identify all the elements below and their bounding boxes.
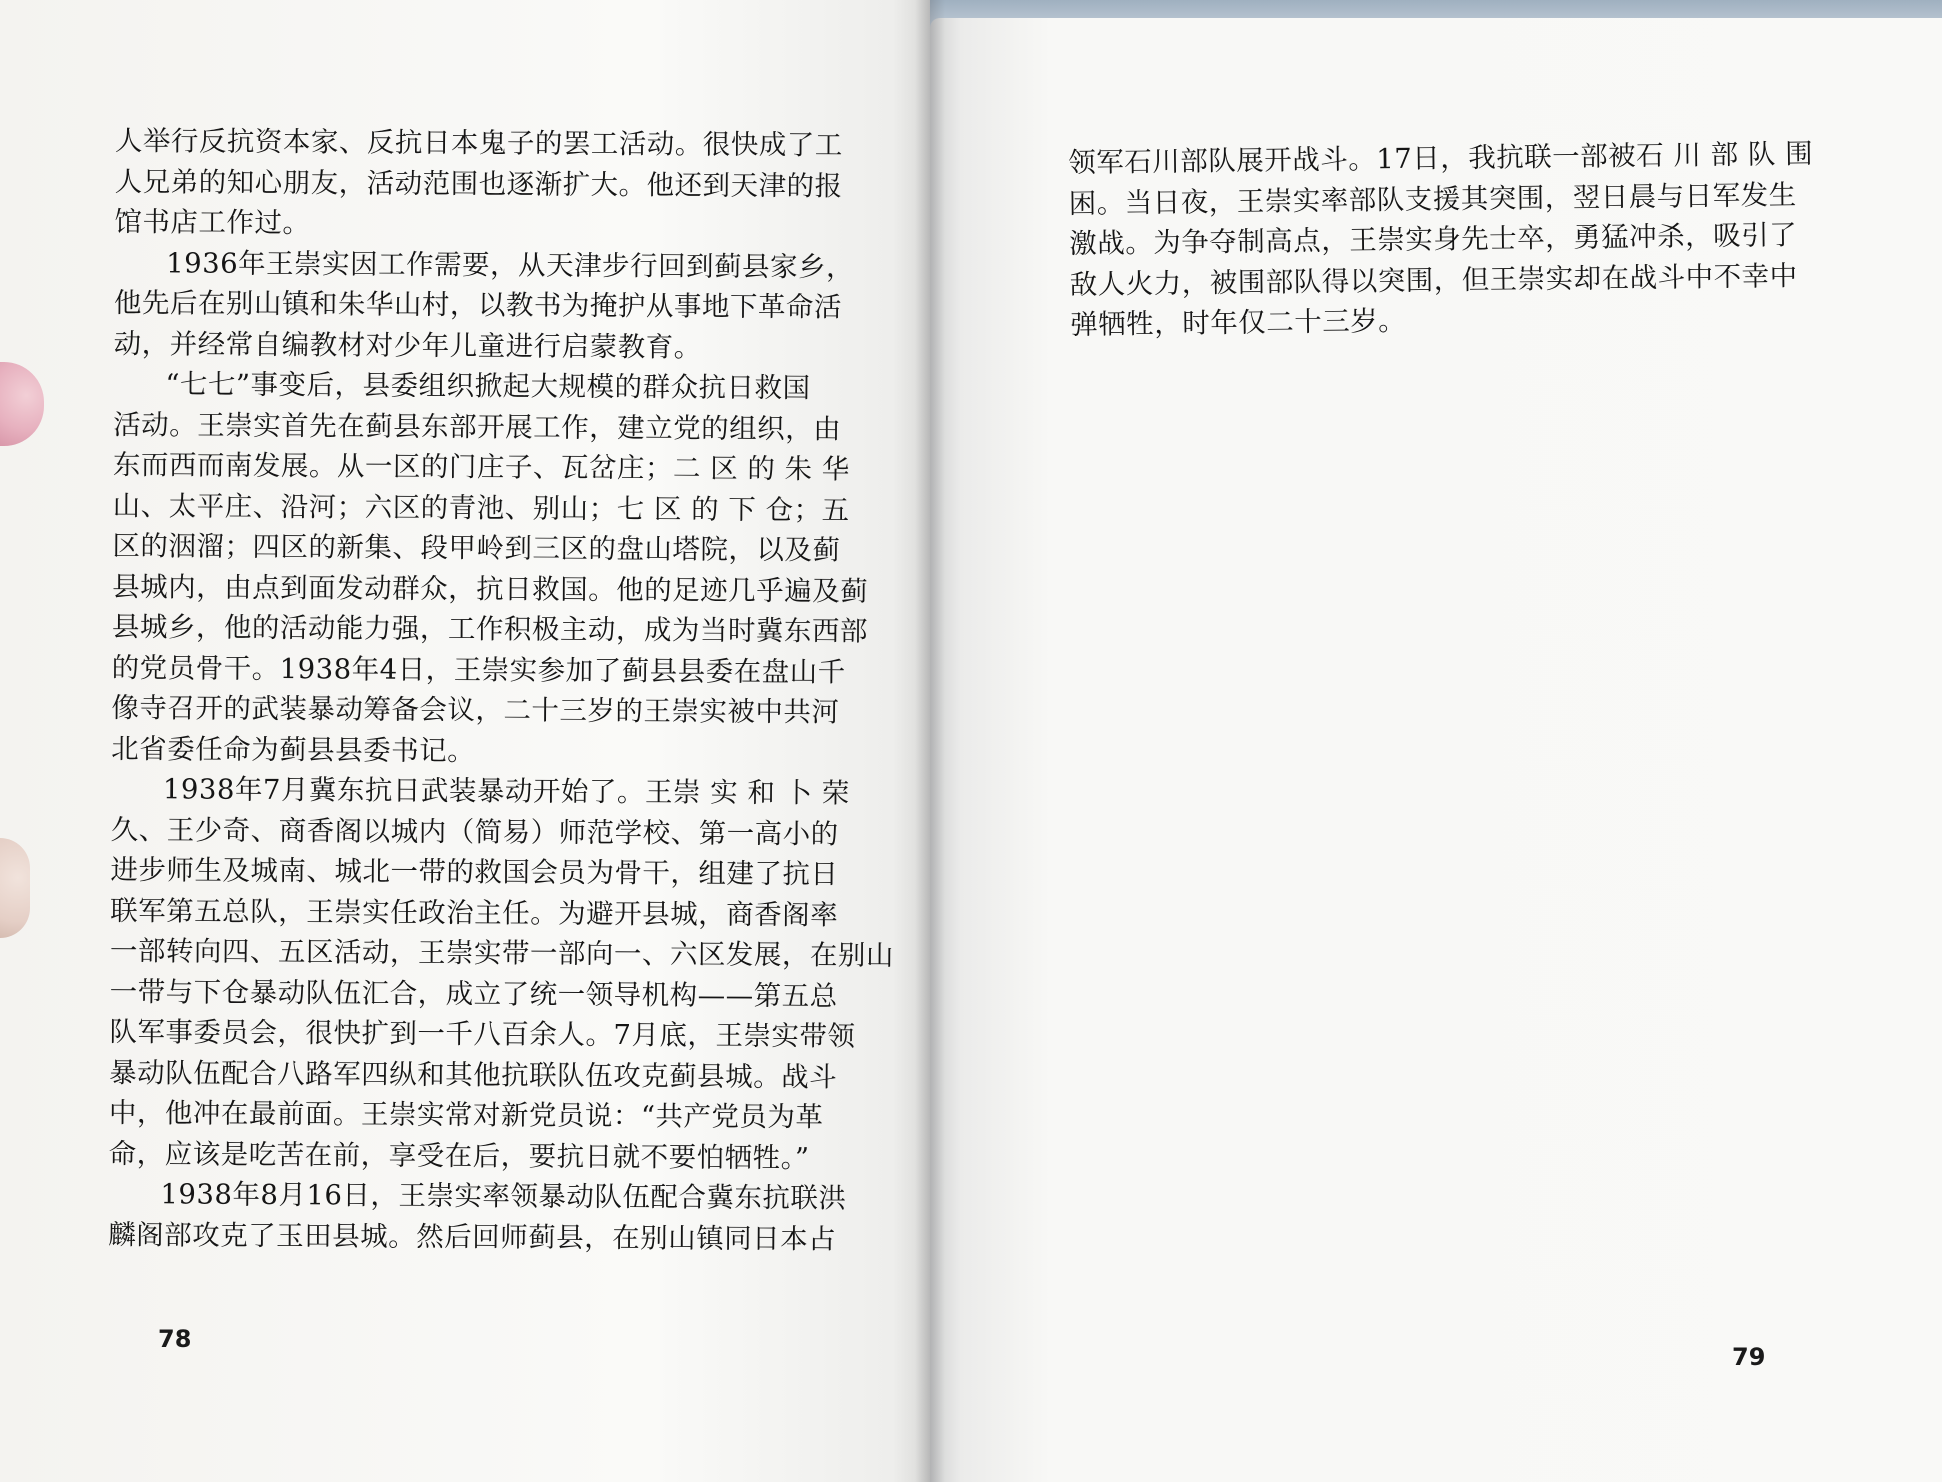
text-line: 领军石川部队展开战斗。17日，我抗联一部被石 川 部 队 围	[1068, 137, 1814, 179]
left-page-number: 78	[158, 1325, 192, 1353]
book-spine	[915, 0, 945, 1482]
text-line: 一带与下仓暴动队伍汇合，成立了统一领导机构——第五总	[109, 975, 838, 1012]
text-line: 县城乡，他的活动能力强，工作积极主动，成为当时冀东西部	[111, 610, 868, 648]
right-page-body	[1068, 134, 1830, 346]
text-line: 的党员骨干。1938年4日，王崇实参加了蓟县县委在盘山千	[111, 651, 846, 688]
text-line: 1938年7月冀东抗日武装暴动开始了。王崇 实 和 卜 荣	[162, 773, 850, 810]
text-line: 联军第五总队，王崇实任政治主任。为避开县城，商香阁率	[110, 894, 839, 931]
text-line: “七七”事变后，县委组织掀起大规模的群众抗日救国	[165, 368, 811, 405]
text-line: 命，应该是吃苦在前，享受在后，要抗日就不要怕牺牲。”	[108, 1137, 810, 1174]
text-line: 馆书店工作过。	[114, 205, 311, 240]
text-line: 北省委任命为蓟县县委书记。	[111, 732, 476, 767]
text-line: 激战。为争夺制高点，王崇实身先士卒，勇猛冲杀，吸引了	[1069, 219, 1798, 260]
text-line: 区的洇溜；四区的新集、段甲岭到三区的盘山塔院，以及蓟	[112, 529, 841, 567]
text-line: 麟阁部攻克了玉田县城。然后回师蓟县，在别山镇同日本占	[108, 1218, 837, 1255]
right-page-number: 79	[1732, 1343, 1766, 1371]
text-line: 敌人火力，被围部队得以突围，但王崇实却在战斗中不幸中	[1069, 259, 1798, 301]
text-line: 人兄弟的知心朋友，活动范围也逐渐扩大。他还到天津的报	[114, 165, 843, 202]
text-line: 久、王少奇、商香阁以城内（简易）师范学校、第一高小的	[110, 813, 839, 850]
text-line: 活动。王崇实首先在蓟县东部开展工作，建立党的组织，由	[113, 408, 842, 445]
text-line: 人举行反抗资本家、反抗日本鬼子的罢工活动。很快成了工	[114, 124, 843, 162]
text-line: 中，他冲在最前面。王崇实常对新党员说：“共产党员为革	[108, 1096, 824, 1134]
text-line: 1938年8月16日，王崇实率领暴动队伍配合冀东抗联洪	[160, 1178, 847, 1215]
text-line: 暴动队伍配合八路军四纵和其他抗联队伍攻克蓟县城。战斗	[109, 1056, 838, 1093]
text-line: 动，并经常自编教材对少年儿童进行启蒙教育。	[113, 327, 702, 364]
text-line: 困。当日夜，王崇实率部队支援其突围，翌日晨与日军发生	[1068, 178, 1797, 220]
text-line: 进步师生及城南、城北一带的救国会员为骨干，组建了抗日	[110, 853, 839, 891]
text-line: 一部转向四、五区活动，王崇实带一部向一、六区发展，在别山	[109, 934, 895, 972]
text-line: 队军事委员会，很快扩到一千八百余人。7月底，王崇实带领	[109, 1015, 856, 1053]
finger-tip-bottom	[0, 838, 30, 938]
text-line: 县城内，由点到面发动群众，抗日救国。他的足迹几乎遍及蓟	[112, 570, 869, 608]
text-line: 1936年王崇实因工作需要，从天津步行回到蓟县家乡，	[166, 246, 855, 284]
left-page-body	[108, 121, 895, 1260]
text-line: 弹牺牲，时年仅二十三岁。	[1070, 304, 1407, 341]
text-line: 像寺召开的武装暴动筹备会议，二十三岁的王崇实被中共河	[111, 691, 840, 729]
text-line: 山、太平庄、沿河；六区的青池、别山；七 区 的 下 仓；五	[112, 489, 850, 526]
text-line: 他先后在别山镇和朱华山村，以教书为掩护从事地下革命活	[113, 286, 842, 324]
text-line: 东而西而南发展。从一区的门庄子、瓦岔庄；二 区 的 朱 华	[112, 448, 850, 486]
